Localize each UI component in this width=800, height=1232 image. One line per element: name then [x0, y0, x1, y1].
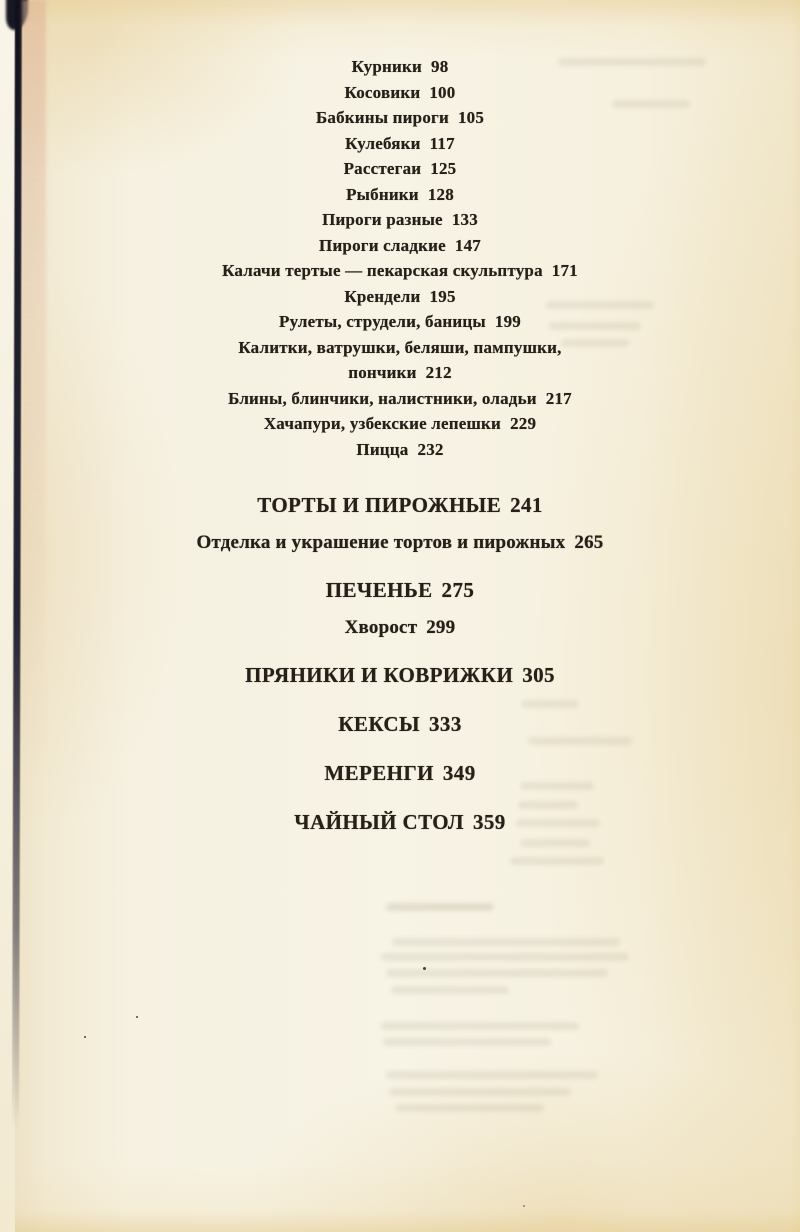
toc-section-label: ПЕЧЕНЬЕ	[325, 578, 433, 602]
toc-entry-page-number: 212	[425, 363, 452, 382]
bleed-through-mark	[558, 58, 706, 66]
toc-section-page-number: 359	[472, 810, 506, 834]
toc-entry-page-number: 125	[430, 159, 457, 178]
bleed-through-mark	[520, 782, 594, 790]
toc-entry	[210, 437, 590, 463]
scan-speck	[84, 1036, 86, 1038]
toc-entry	[210, 411, 590, 437]
toc-section-label: ПРЯНИКИ И КОВРИЖКИ	[245, 663, 514, 687]
toc-section-page-number: 299	[426, 617, 456, 638]
toc-entry	[210, 156, 590, 182]
bleed-through-mark	[392, 938, 620, 946]
toc-entry	[210, 233, 590, 259]
bleed-through-mark	[546, 301, 654, 309]
toc-section-list	[90, 495, 710, 833]
bleed-through-mark	[521, 700, 579, 708]
toc-section	[90, 763, 710, 784]
toc-entry	[210, 284, 590, 310]
toc-entry-label: Калачи тертые — пекарская скульптура	[222, 261, 543, 280]
toc-entry	[210, 182, 590, 208]
bleed-through-mark	[386, 1071, 598, 1079]
toc-entry-list	[210, 54, 590, 462]
toc-entry-label: Косовики	[344, 82, 421, 102]
toc-entry-label: Крендели	[344, 286, 421, 306]
toc-section-page-number: 241	[510, 493, 543, 517]
bleed-through-mark	[381, 953, 629, 961]
toc-entry-label: Пицца	[356, 439, 409, 459]
toc-entry-label: Расстегаи	[343, 159, 422, 178]
toc-entry-page-number: 117	[429, 133, 455, 153]
toc-section	[90, 495, 710, 516]
toc-entry-page-number: 195	[429, 286, 456, 306]
toc-entry-page-number: 171	[551, 261, 578, 280]
toc-section	[90, 665, 710, 686]
bleed-through-mark	[386, 903, 494, 911]
toc-section	[90, 714, 710, 735]
toc-section-page-number: 305	[522, 663, 555, 687]
bleed-through-mark	[520, 839, 590, 847]
toc-section	[90, 618, 710, 637]
toc-entry-page-number: 199	[494, 312, 521, 331]
bleed-through-mark	[510, 857, 604, 865]
bleed-through-mark	[549, 322, 641, 330]
toc-entry-label: Кулебяки	[345, 133, 421, 153]
toc-entry-page-number: 217	[545, 388, 572, 408]
toc-section-page-number: 265	[574, 532, 604, 553]
toc-entry-page-number: 232	[417, 439, 444, 459]
toc-entry	[210, 80, 590, 106]
toc-entry	[210, 309, 590, 335]
toc-section	[90, 580, 710, 601]
toc-section-label: КЕКСЫ	[338, 712, 421, 736]
bleed-through-mark	[396, 1104, 544, 1112]
bleed-through-mark	[383, 1038, 551, 1046]
toc-section-label: ЧАЙНЫЙ СТОЛ	[294, 810, 464, 834]
toc-entry-label: Бабкины пироги	[315, 108, 449, 127]
toc-section-page-number: 333	[429, 712, 462, 736]
bleed-through-mark	[561, 339, 629, 347]
toc-entry-label: Пироги сладкие	[319, 235, 446, 255]
table-of-contents	[0, 54, 800, 833]
toc-entry-page-number: 229	[510, 414, 537, 433]
toc-entry-label: Блины, блинчики, налистники, оладьи	[228, 388, 537, 408]
toc-entry	[210, 207, 590, 233]
bleed-through-mark	[612, 100, 690, 108]
toc-entry	[210, 258, 590, 284]
toc-entry-label: Курники	[351, 57, 423, 76]
toc-entry	[210, 131, 590, 157]
toc-entry	[210, 54, 590, 80]
bleed-through-mark	[516, 819, 600, 827]
toc-entry-page-number: 100	[429, 82, 456, 102]
toc-entry-label: Рыбники	[346, 184, 419, 204]
toc-section-page-number: 349	[442, 761, 476, 785]
toc-section-label: ТОРТЫ И ПИРОЖНЫЕ	[257, 493, 502, 517]
toc-entry-page-number: 105	[457, 108, 485, 127]
toc-entry-label: Калитки, ватрушки, беляши, пампушки, пончики	[238, 337, 562, 382]
scan-speck	[523, 1205, 525, 1207]
toc-entry	[210, 386, 590, 412]
toc-section-page-number: 275	[441, 578, 475, 602]
toc-section-label: Хворост	[344, 617, 418, 638]
scan-speck	[136, 1016, 138, 1018]
toc-entry-page-number: 98	[431, 57, 449, 76]
scan-speck	[423, 967, 426, 970]
toc-entry-page-number: 147	[454, 235, 481, 255]
toc-entry	[210, 105, 590, 131]
toc-section	[90, 533, 710, 552]
toc-entry-label: Хачапури, узбекские лепешки	[263, 414, 502, 433]
bleed-through-mark	[389, 1088, 571, 1096]
bleed-through-mark	[381, 1022, 579, 1030]
bleed-through-mark	[518, 801, 578, 809]
toc-section-label: МЕРЕНГИ	[324, 761, 434, 785]
bleed-through-mark	[528, 737, 632, 745]
toc-entry-page-number: 128	[427, 184, 454, 204]
toc-entry-page-number: 133	[451, 210, 478, 229]
bleed-through-mark	[391, 986, 509, 994]
toc-section	[90, 812, 710, 833]
toc-entry	[210, 335, 590, 386]
toc-entry-label: Пироги разные	[322, 210, 443, 229]
toc-entry-label: Рулеты, струдели, баницы	[279, 312, 486, 331]
bleed-through-mark	[386, 969, 608, 977]
toc-section-label: Отделка и украшение тортов и пирожных	[196, 532, 566, 553]
